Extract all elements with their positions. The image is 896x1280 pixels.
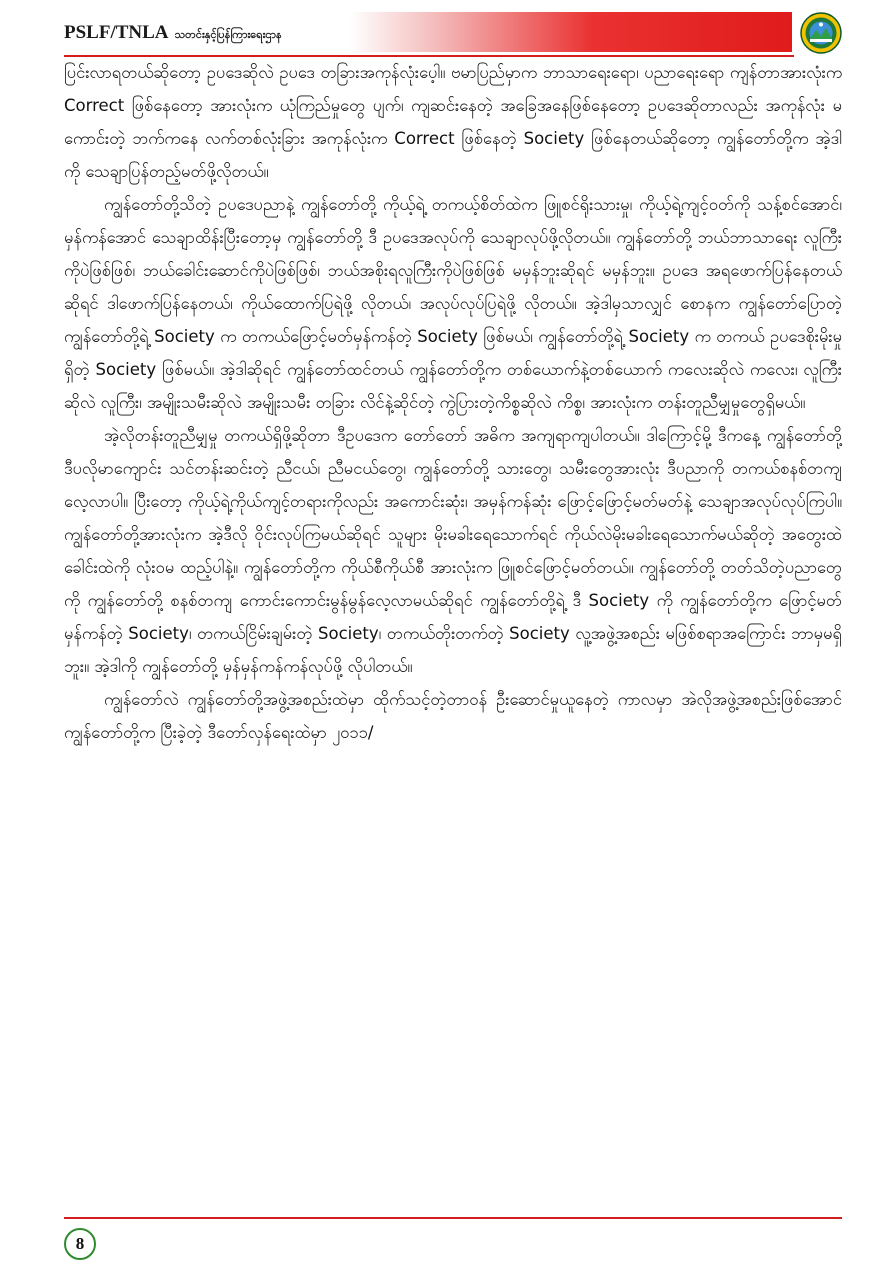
paragraph-4: ကျွန်တော်လဲ ကျွန်တော်တို့အဖွဲ့အစည်းထဲမှာ ထိုက်သင့်တဲ့တာဝန် ဦးဆောင်မှုယူနေတဲ့ ကာလမှာ အဲလိုအဖွဲ့အစည်းဖြစ်အောင် ကျွန်တော်တို့က ပြီးခဲ့တဲ့ ဒီတော်လှန်ရေးထဲမှာ ၂၀၁၁/ xyxy=(64,690,842,742)
footer-rule xyxy=(64,1217,842,1219)
header-brand xyxy=(64,22,282,44)
page-number-badge xyxy=(64,1228,96,1260)
header-accent-band xyxy=(350,12,792,52)
page-number: 8 xyxy=(75,1234,85,1253)
paragraph-1: ပြင်းလာရတယ်ဆိုတော့ ဥပဒေဆိုလဲ ဥပဒေ တခြားအကုန်လုံးပေ့ါ။ ဗမာပြည်မှာက ဘာသာရေးရော၊ ပညာရေးရော ကျန်တာအားလုံးက Correct ဖြစ်နေတော့ အားလုံးက ယုံကြည်မှုတွေ ပျက်၊ ကျဆင်းနေတဲ့ အခြေအနေဖြစ်နေတော့ ဥပဒေဆိုတာလည်း အကုန်လုံး မကောင်းတဲ့ ဘက်ကနေ လက်တစ်လုံးခြား အကုန်လုံးက Correct ဖြစ်နေတဲ့ Society ဖြစ်နေတယ်ဆိုတော့ ကျွန်တော်တို့က အဲ့ဒါကို သေချာပြန်တည့်မတ်ဖို့လိုတယ်။ xyxy=(64,63,842,181)
header-brand-title: PSLF/TNLA xyxy=(64,22,169,43)
paragraph-2: ကျွန်တော်တို့သိတဲ့ ဥပဒေပညာနဲ့ ကျွန်တော်တို့ ကိုယ့်ရဲ့ တကယ့်စိတ်ထဲက ဖြူစင်ရိုးသားမှု၊ ကိုယ့်ရဲ့ကျင့်ဝတ်ကို သန့်စင်အောင်၊ မှန်ကန်အောင် သေချာထိန်းပြီးတော့မှ ကျွန်တော်တို့ ဒီ ဥပဒေအလုပ်ကို သေချာလုပ်ဖို့လိုတယ်။ ကျွန်တော်တို့ ဘယ်ဘာသာရေး လူကြီးကိုပဲဖြစ်ဖြစ်၊ ဘယ်ခေါင်းဆောင်ကိုပဲဖြစ်ဖြစ်၊ ဘယ်အစိုးရလူကြီးကိုပဲဖြစ်ဖြစ် မမှန်ဘူးဆိုရင် မမှန်ဘူး။ ဥပဒေ အရဖောက်ပြန်နေတယ်ဆိုရင် ဒါဖောက်ပြန်နေတယ်၊ ကိုယ်ထောက်ပြရဲဖို့ လိုတယ်၊ အလုပ်လုပ်ပြရဲဖို့ လိုတယ်။ အဲ့ဒါမှသာလျှင် စောနက ကျွန်တော်ပြောတဲ့ ကျွန်တော်တို့ရဲ့ Society က တကယ်ဖြောင့်မတ်မှန်ကန်တဲ့ Society ဖြစ်မယ်၊ ကျွန်တော်တို့ရဲ့ Society က တကယ် ဥပဒေစိုးမိုးမှုရှိတဲ့ Society ဖြစ်မယ်။ အဲ့ဒါဆိုရင် ကျွန်တော်ထင်တယ် ကျွန်တော်တို့က တစ်ယောက်နဲ့တစ်ယောက် ကလေးဆိုလဲ ကလေး၊ လူကြီးဆိုလဲ လူကြီး၊ အမျိုးသမီးဆိုလဲ အမျိုးသမီး တခြား လိင်နဲ့ဆိုင်တဲ့ ကွဲပြားတဲ့ကိစ္စဆိုလဲ ကိစ္စ၊ အားလုံးက တန်းတူညီမျှမှုတွေရှိမယ်။ xyxy=(64,195,842,412)
organization-emblem-icon xyxy=(800,12,842,54)
paragraph-3: အဲ့လိုတန်းတူညီမျှမှု တကယ်ရှိဖို့ဆိုတာ ဒီဥပဒေက တော်တော် အဓိက အကျရာကျပါတယ်။ ဒါကြောင့်မို့ ဒီကနေ့ ကျွန်တော်တို့ ဒီပလိုမာကျောင်း သင်တန်းဆင်းတဲ့ ညီငယ်၊ ညီမငယ်တွေ၊ ကျွန်တော်တို့ သားတွေ၊ သမီးတွေအားလုံး ဒီပညာကို တကယ်စနစ်တကျလေ့လာပါ။ ပြီးတော့ ကိုယ့်ရဲ့ကိုယ်ကျင့်တရားကိုလည်း အကောင်းဆုံး၊ အမှန်ကန်ဆုံး ဖြောင့်ဖြောင့်မတ်မတ်နဲ့ သေချာအလုပ်လုပ်ကြပါ။ ကျွန်တော်တို့အားလုံးက အဲ့ဒီလို ဝိုင်းလုပ်ကြမယ်ဆိုရင် သူများ မိုးမခါးရေသောက်ရင် ကိုယ်လဲမိုးမခါးရေသောက်မယ်ဆိုတဲ့ အတွေးထဲ ခေါင်းထဲကို လုံးဝမ ထည့်ပါနဲ့။ ကျွန်တော်တို့က ကိုယ်စီကိုယ်စီ အားလုံးက ဖြူစင်ဖြောင့်မတ်တယ်။ ကျွန်တော်တို့ တတ်သိတဲ့ပညာတွေကို ကျွန်တော်တို့ စနစ်တကျ ကောင်းကောင်းမွန်မွန်လေ့လာမယ်ဆိုရင် ကျွန်တော်တို့ရဲ့ ဒီ Society ကို ကျွန်တော်တို့က ဖြောင့်မတ်မှန်ကန်တဲ့ Society၊ တကယ်ငြိမ်းချမ်းတဲ့ Society၊ တကယ်တိုးတက်တဲ့ Society လူ့အဖွဲ့အစည်း မဖြစ်စရာအကြောင်း ဘာမှမရှိဘူး။ အဲ့ဒါကို ကျွန်တော်တို့ မှန်မှန်ကန်ကန်လုပ်ဖို့ လိုပါတယ်။ xyxy=(64,426,842,676)
header-brand-subtitle: သတင်းနှင့်ပြန်ကြားရေးဌာန xyxy=(174,28,282,41)
article-body xyxy=(64,56,842,749)
